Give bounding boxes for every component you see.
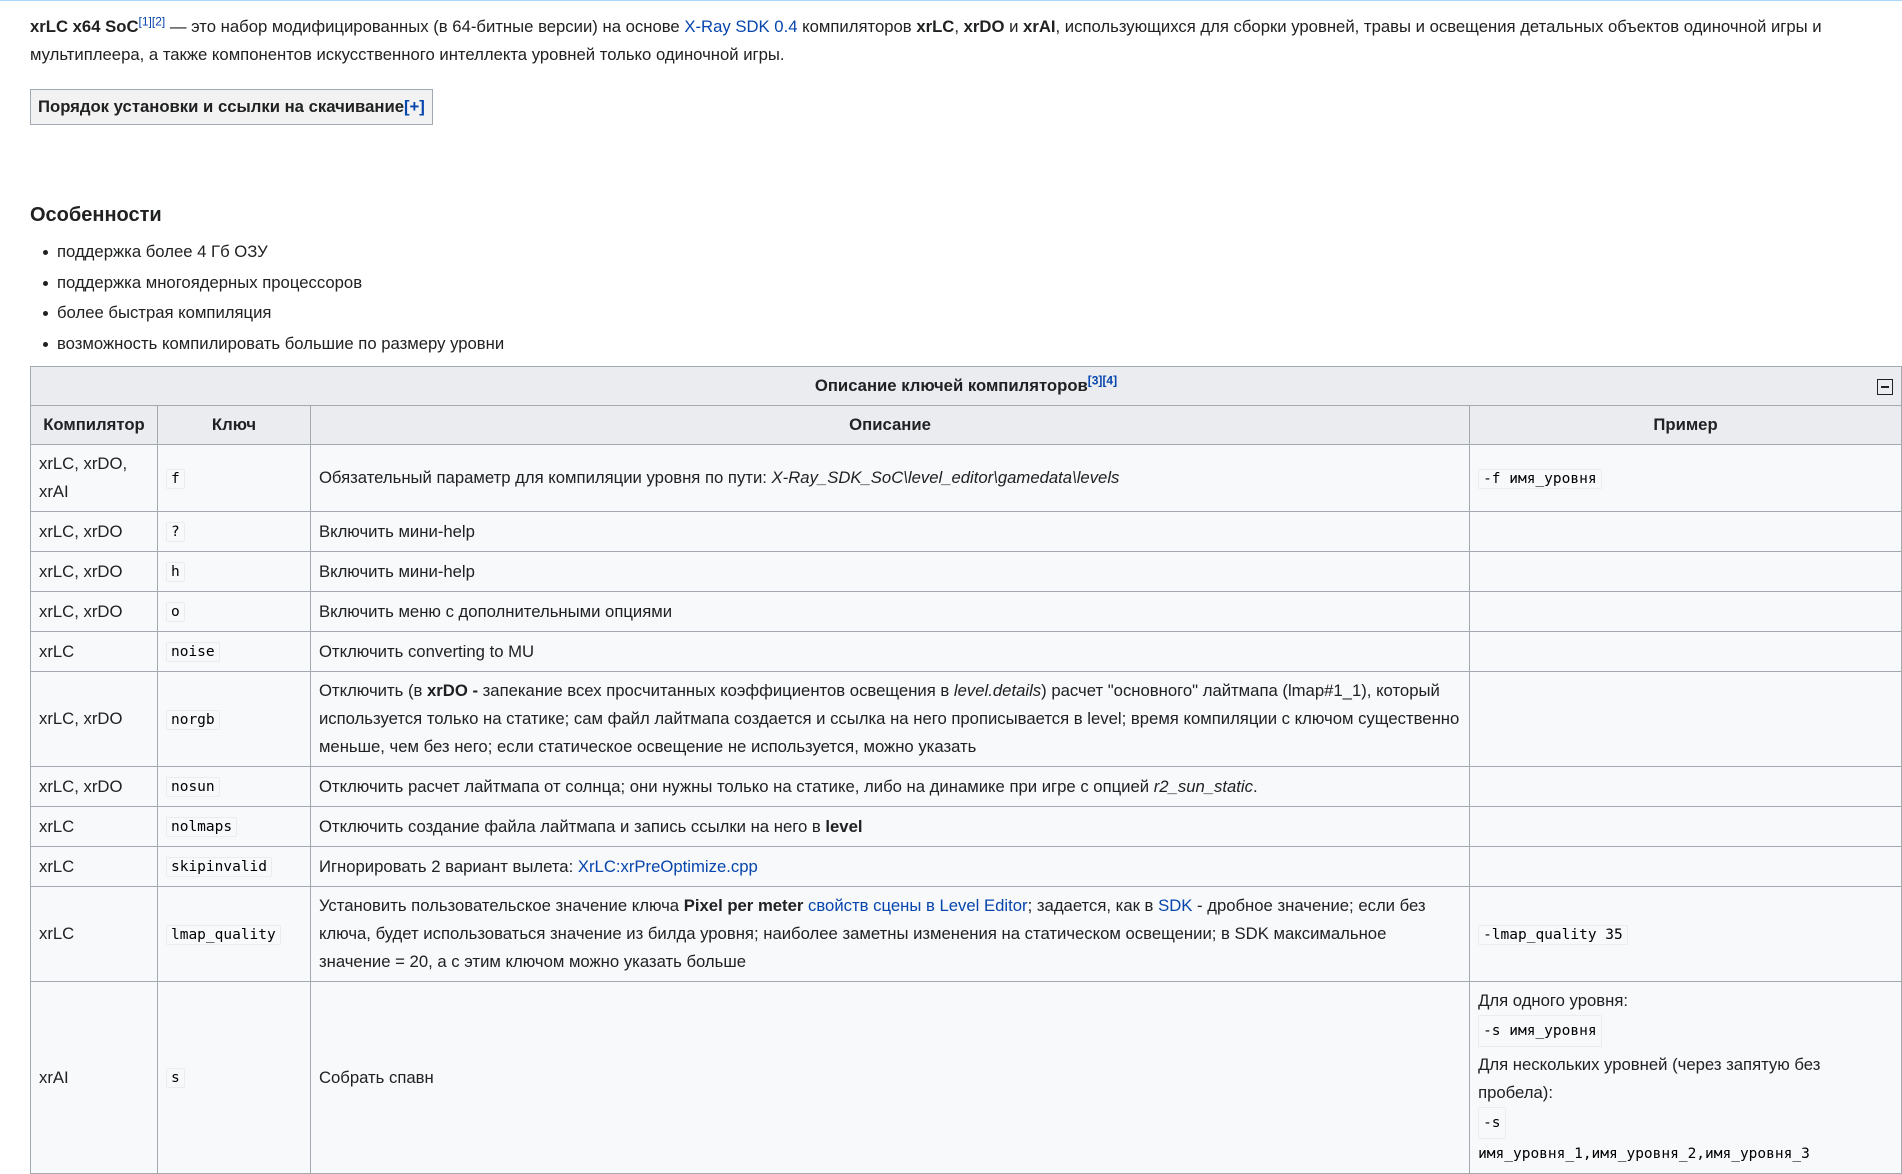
cell-example (1470, 767, 1902, 807)
features-heading: Особенности (30, 204, 162, 226)
example-code: -lmap_quality 35 (1478, 925, 1628, 945)
example-code: -f имя_уровня (1478, 469, 1602, 489)
desc-text: - дробное значение; если без ключа, будет использоваться значение из билда уровня; наиболее заметны изменения на статическом освещении; в SDK максимальное значение = 20, а с этим ключом можно указать больше (318, 896, 1426, 971)
desc-text: . (1253, 776, 1258, 796)
cell-compiler: xrLC (31, 847, 158, 887)
key-code: ? (166, 522, 185, 542)
table-row (31, 512, 1902, 552)
desc-bold: xrDO - (427, 681, 478, 700)
intro-text-4: и (1004, 17, 1024, 36)
ref-4-link[interactable]: [4] (1102, 373, 1118, 388)
cell-example (1470, 592, 1902, 632)
example-code: -s имя_уровня (1478, 1015, 1602, 1047)
cell-description: Включить мини-help (310, 512, 1469, 552)
table-caption (31, 367, 1902, 406)
cell-key (157, 887, 310, 982)
cell-compiler: xrLC (31, 887, 158, 982)
article-content (30, 0, 1902, 359)
header-compiler: Компилятор (31, 406, 158, 445)
example-label: Для нескольких уровней (через запятую без пробела): (1478, 1055, 1821, 1102)
ref-2-link[interactable]: [2] (151, 14, 166, 29)
cell-key (157, 982, 310, 1174)
table-row (31, 847, 1902, 887)
cell-key (157, 512, 310, 552)
list-item: поддержка многоядерных процессоров (57, 268, 1902, 299)
cell-example (1470, 887, 1902, 982)
table-row (31, 592, 1902, 632)
example-label: Для одного уровня: (1478, 991, 1629, 1010)
cell-description: Отключить converting to MU (310, 632, 1469, 672)
cell-description: Включить меню с дополнительными опциями (310, 592, 1469, 632)
xrpreoptimize-link[interactable]: XrLC:xrPreOptimize.cpp (577, 856, 758, 876)
list-item: поддержка более 4 Гб ОЗУ (57, 237, 1902, 268)
cell-description (310, 847, 1469, 887)
intro-text-1: — это набор модифицированных (в 64-битные версии) на основе (165, 17, 685, 36)
desc-bold: level (825, 816, 863, 836)
intro-text-3: , (954, 17, 964, 36)
key-code: h (166, 562, 185, 582)
cell-example (1470, 672, 1902, 767)
cell-example (1470, 512, 1902, 552)
ref-1-link[interactable]: [1] (138, 14, 152, 29)
key-code: f (166, 469, 185, 489)
intro-text-5: , использующихся для сборки уровней, травы и освещения детальных объектов одиночной игры и мультиплеера, а также компонентов искусственного интеллекта уровней только одиночной игры. (30, 17, 1822, 64)
desc-italic: level.details (953, 681, 1042, 700)
cell-key (157, 632, 310, 672)
cell-description (310, 445, 1469, 512)
cell-compiler: xrLC, xrDO (31, 512, 158, 552)
cell-example (1470, 552, 1902, 592)
cell-key (157, 807, 310, 847)
example-code: имя_уровня_1,имя_уровня_2,имя_уровня_3 (1478, 1146, 1810, 1162)
table-row (31, 767, 1902, 807)
xrlc-bold: xrLC (916, 17, 955, 36)
install-collapse-box[interactable] (30, 89, 433, 125)
cell-key (157, 552, 310, 592)
cell-compiler: xrLC, xrDO (31, 552, 158, 592)
intro-text-2: компиляторов (797, 17, 917, 36)
cell-example (1470, 847, 1902, 887)
cell-example (1470, 445, 1902, 512)
cell-example (1470, 807, 1902, 847)
cell-description (310, 807, 1469, 847)
table-row (31, 552, 1902, 592)
table-row (31, 807, 1902, 847)
cell-description: Собрать спавн (310, 982, 1469, 1174)
desc-text: запекание всех просчитанных коэффициентов освещения в (478, 681, 954, 700)
desc-italic: X-Ray_SDK_SoC\level_editor\gamedata\levels (771, 468, 1120, 487)
features-list (30, 237, 1902, 359)
cell-description (310, 672, 1469, 767)
desc-text: Отключить создание файла лайтмапа и запись ссылки на него в (318, 816, 826, 836)
sdk-link[interactable]: X-Ray SDK 0.4 (684, 17, 798, 36)
key-code: s (166, 1068, 185, 1088)
list-item: возможность компилировать большие по размеру уровни (57, 329, 1902, 360)
cell-compiler: xrLC (31, 632, 158, 672)
cell-compiler: xrAI (31, 982, 158, 1174)
cell-key (157, 672, 310, 767)
table-row (31, 672, 1902, 767)
sdk-inline-link[interactable]: SDK (1158, 896, 1193, 915)
desc-text: Отключить (в (318, 681, 427, 700)
header-example: Пример (1470, 406, 1902, 445)
header-key: Ключ (157, 406, 310, 445)
table-row (31, 632, 1902, 672)
table-header-row (31, 406, 1902, 445)
cell-description (310, 767, 1469, 807)
desc-italic: r2_sun_static (1153, 776, 1253, 796)
cell-key (157, 445, 310, 512)
desc-text: ; задается, как в (1027, 896, 1159, 915)
key-code: o (166, 602, 185, 622)
desc-text: Обязательный параметр для компиляции уровня по пути: (318, 468, 772, 487)
scene-properties-link[interactable]: свойств сцены в Level Editor (808, 896, 1028, 915)
cell-compiler: xrLC, xrDO (31, 592, 158, 632)
cell-compiler: xrLC, xrDO, xrAI (31, 445, 158, 512)
key-code: skipinvalid (166, 857, 272, 877)
header-description: Описание (310, 406, 1469, 445)
desc-text: Игнорировать 2 вариант вылета: (318, 856, 578, 876)
key-code: norgb (166, 710, 220, 730)
install-collapse-label: Порядок установки и ссылки на скачивание (38, 97, 404, 116)
table-caption-text: Описание ключей компиляторов (814, 376, 1088, 395)
cell-key (157, 592, 310, 632)
expand-toggle-link[interactable]: [+] (403, 97, 425, 116)
desc-text: ) расчет "основного" лайтмапа (lmap#1_1), который используется только на статике; сам файл лайтмапа создается и ссылка на него прописывается в level; время компиляции с ключом существенно меньше, чем без него; если статическое освещение не используется, можно указать (318, 681, 1460, 756)
example-code: -s (1478, 1107, 1505, 1139)
key-code: nosun (166, 777, 220, 797)
collapse-table-icon[interactable] (1877, 379, 1893, 395)
desc-text: Отключить расчет лайтмапа от солнца; они нужны только на статике, либо на динамике при игре с опцией (318, 776, 1154, 796)
xrdo-bold: xrDO (963, 17, 1005, 36)
cell-key (157, 847, 310, 887)
cell-compiler: xrLC, xrDO (31, 672, 158, 767)
table-caption-row (31, 367, 1902, 406)
cell-compiler: xrLC, xrDO (31, 767, 158, 807)
desc-text: Установить пользовательское значение ключа (318, 896, 684, 915)
table-row (31, 445, 1902, 512)
cell-key (157, 767, 310, 807)
ref-3-link[interactable]: [3] (1087, 373, 1103, 388)
table-row (31, 887, 1902, 982)
key-code: nolmaps (166, 817, 237, 837)
compiler-keys-table (30, 366, 1902, 1174)
cell-example (1470, 982, 1902, 1174)
cell-description: Включить мини-help (310, 552, 1469, 592)
cell-compiler: xrLC (31, 807, 158, 847)
desc-bold: Pixel per meter (683, 896, 804, 915)
key-code: noise (166, 642, 220, 662)
intro-title: xrLC x64 SoC (30, 17, 139, 36)
intro-paragraph (30, 13, 1902, 69)
xrai-bold: xrAI (1023, 17, 1056, 36)
list-item: более быстрая компиляция (57, 298, 1902, 329)
table-row (31, 982, 1902, 1174)
cell-description (310, 887, 1469, 982)
key-code: lmap_quality (166, 925, 281, 945)
cell-example (1470, 632, 1902, 672)
